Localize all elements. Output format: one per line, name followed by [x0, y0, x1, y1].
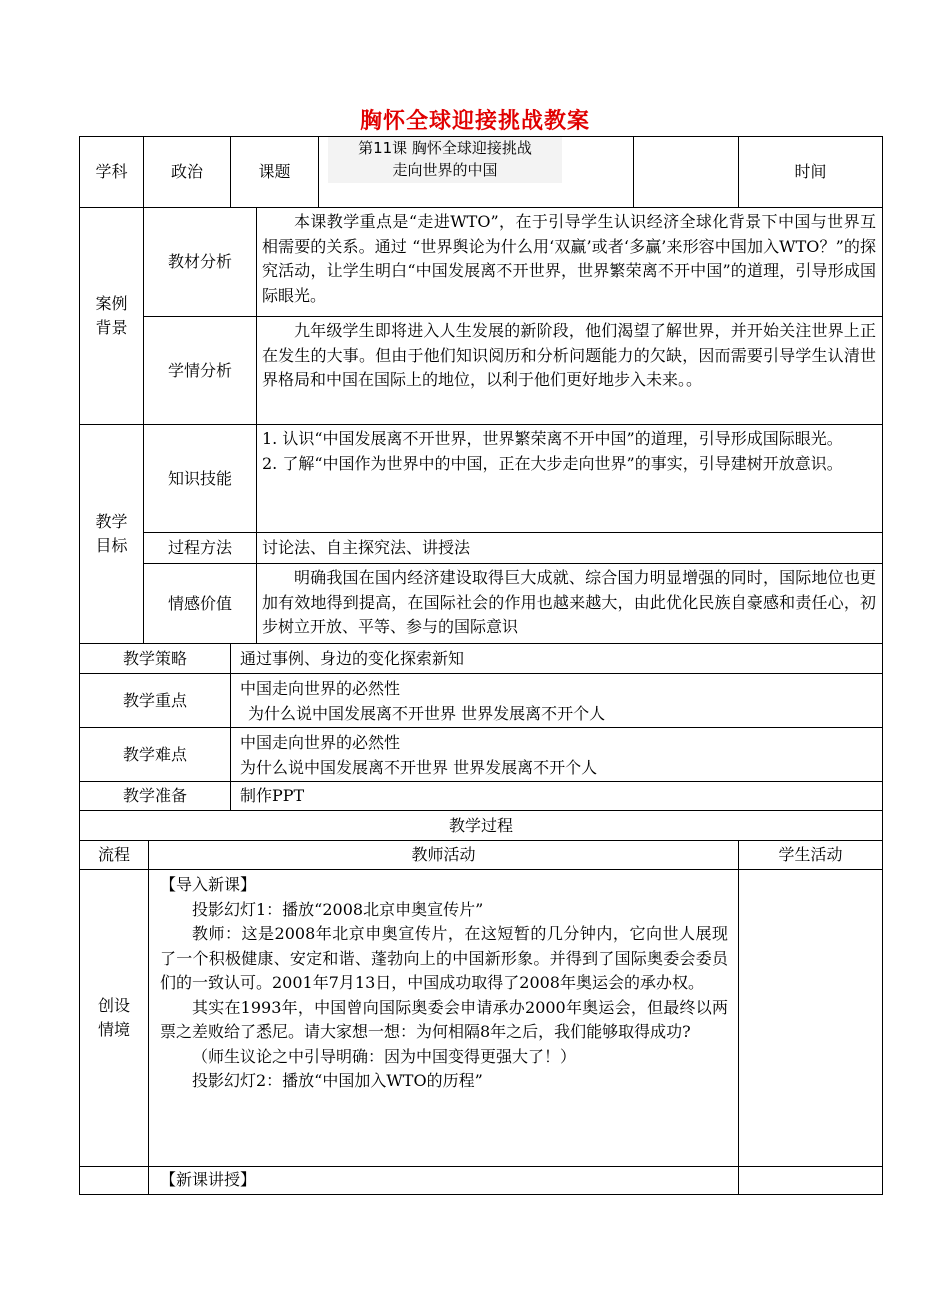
slide-1: 投影幻灯1：播放“2008北京申奥宣传片”	[192, 899, 484, 919]
teacher-paragraph: 教师：这是2008年北京申奥宣传片，在这短暂的几分钟内，它向世人展现了一个积极健康、安定和谐、蓬勃向上的中国新形象。并得到了国际奥委会委员们的一致认可。2001年7月13日，中国成功取得了2008年奥运会的承办权。	[160, 924, 728, 992]
subject-label: 学科	[95, 162, 128, 181]
topic-line-1: 第11课 胸怀全球迎接挑战	[358, 139, 532, 157]
history-paragraph: 其实在1993年，中国曾向国际奥委会申请承办2000年奥运会，但最终以两票之差败给了悉尼。请大家想一想：为何相隔8年之后，我们能够取得成功?	[160, 997, 728, 1041]
preparation-text: 制作PPT	[240, 786, 305, 805]
strategy-text: 通过事例、身边的变化探索新知	[240, 649, 465, 668]
subject-value: 政治	[170, 162, 203, 181]
emotion-label: 情感价值	[167, 593, 232, 613]
knowledge-item-1: 1. 认识“中国发展离不开世界，世界繁荣离不开中国”的道理，引导形成国际眼光。	[262, 429, 843, 448]
key-points-text: 中国走向世界的必然性 为什么说中国发展离不开世界 世界发展离不开个人	[240, 679, 606, 723]
student-analysis-label: 学情分析	[167, 360, 232, 380]
key-points-label: 教学重点	[122, 690, 187, 710]
col-teacher-header: 教师活动	[411, 845, 476, 864]
difficulties-label: 教学难点	[122, 744, 187, 764]
emotion-text: 明确我国在国内经济建设取得巨大成就、综合国力明显增强的同时，国际地位也更加有效地得到提高，在国际社会的作用也越来越大，由此优化民族自豪感和责任心，初步树立开放、平等、参与的国际意识	[262, 568, 876, 636]
slide-2: 投影幻灯2：播放“中国加入WTO的历程”	[192, 1071, 483, 1090]
goals-label: 教学目标	[95, 512, 128, 555]
knowledge-item-2: 2. 了解“中国作为世界中的中国，正在大步走向世界”的事实，引导建树开放意识。	[262, 453, 843, 473]
new-lesson-heading: 【新课讲授】	[160, 1170, 257, 1189]
process-method-text: 讨论法、自主探究法、讲授法	[262, 538, 471, 557]
process-title: 教学过程	[448, 815, 513, 835]
textbook-analysis-text: 本课教学重点是“走进WTO”，在于引导学生认识经济全球化背景下中国与世界互相需要的关系。通过 “世界舆论为什么用‘双赢’或者‘多赢’来形容中国加入WTO？”的探究活动，让学生明白“中国发展离不开世界，世界繁荣离不开中国”的道理，引导形成国际眼光。	[262, 212, 876, 305]
topic-label: 课题	[258, 162, 291, 181]
page-title: 胸怀全球迎接挑战教案	[359, 109, 590, 134]
topic-line-2: 走向世界的中国	[392, 161, 498, 179]
col-flow-header: 流程	[97, 845, 130, 864]
process-method-label: 过程方法	[167, 538, 232, 557]
difficulties-text: 中国走向世界的必然性 为什么说中国发展离不开世界 世界发展离不开个人	[240, 733, 598, 777]
time-label: 时间	[794, 162, 827, 181]
student-analysis-text: 九年级学生即将进入人生发展的新阶段，他们渴望了解世界，并开始关注世界上正在发生的大事。但由于他们知识阅历和分析问题能力的欠缺，因而需要引导学生认清世界格局和中国在国际上的地位，以利于他们更好地步入未来。。	[262, 321, 876, 389]
preparation-label: 教学准备	[122, 786, 187, 805]
intro-heading: 【导入新课】	[160, 875, 257, 894]
col-student-header: 学生活动	[778, 845, 843, 864]
textbook-analysis-label: 教材分析	[167, 252, 232, 271]
case-background-label: 案例背景	[95, 294, 128, 337]
topic-title	[328, 137, 562, 183]
strategy-label: 教学策略	[122, 648, 187, 668]
knowledge-text	[262, 427, 876, 476]
stage-create-situation: 创设情境	[97, 996, 130, 1039]
teacher-activity-intro	[160, 873, 728, 1094]
discussion-note: （师生议论之中引导明确：因为中国变得更强大了！）	[192, 1046, 577, 1066]
knowledge-label: 知识技能	[167, 468, 232, 488]
